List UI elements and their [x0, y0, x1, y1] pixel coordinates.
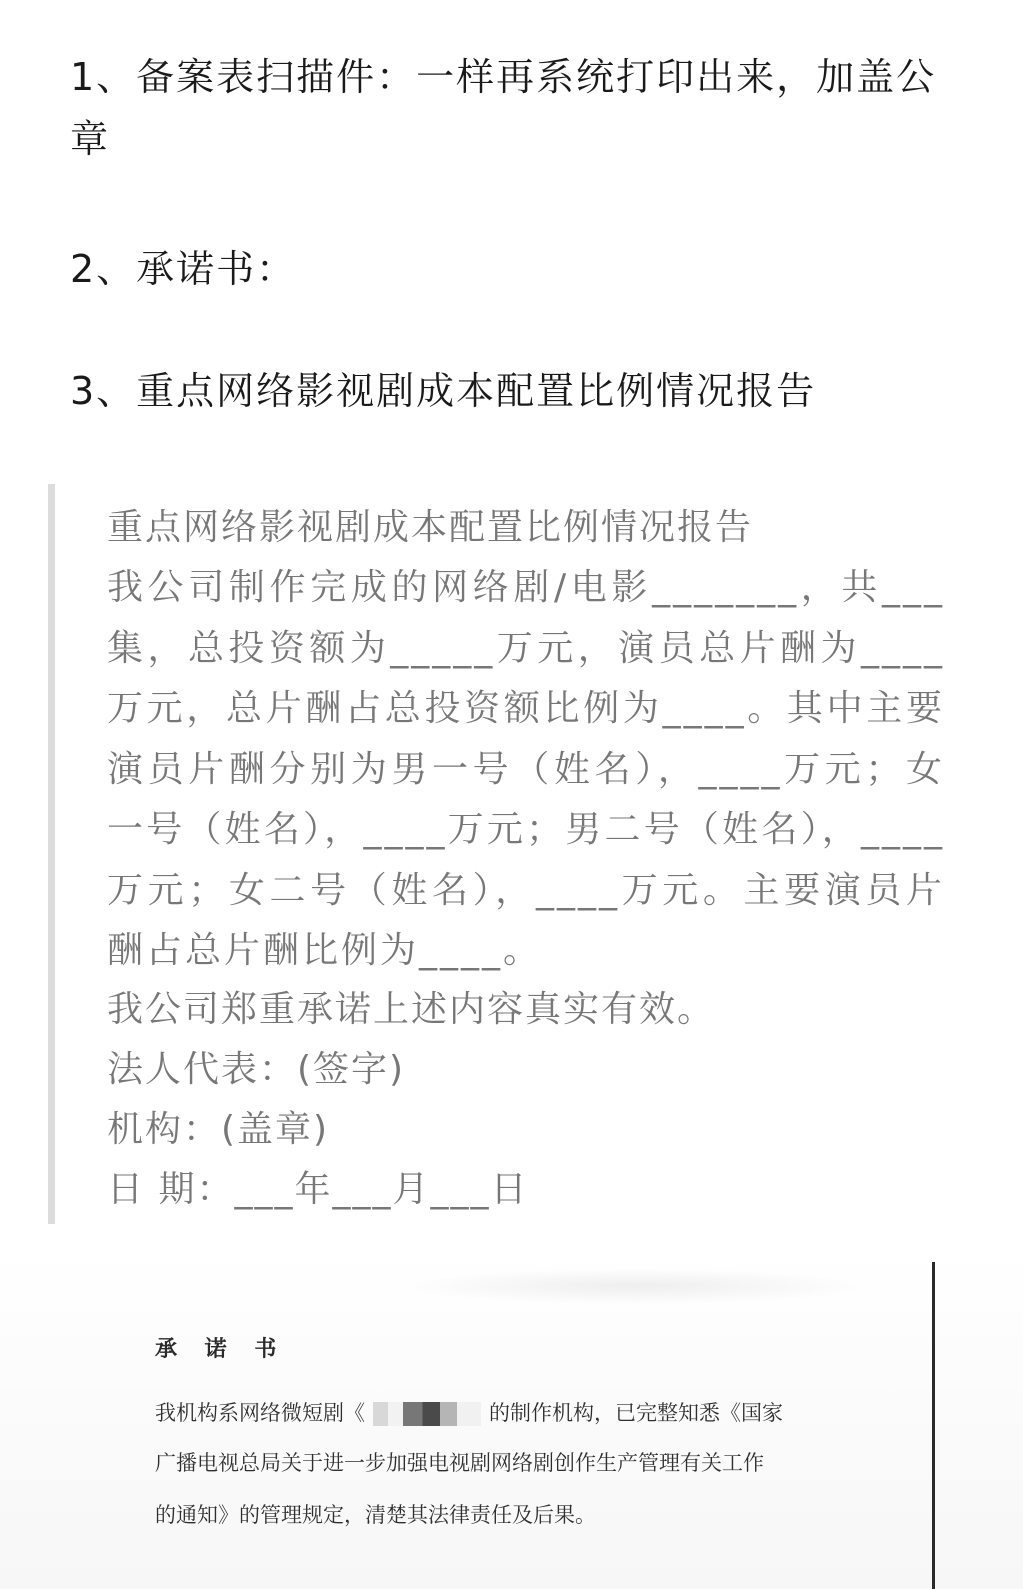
report-date: 日 期：___年___月___日	[107, 1169, 529, 1210]
redacted-title-block	[373, 1402, 481, 1426]
photo-line-1	[155, 1398, 835, 1428]
report-pledge: 我公司郑重承诺上述内容真实有效。	[107, 989, 716, 1030]
photo-title: 承 诺 书	[155, 1337, 287, 1362]
photo-line-2: 广播电视总局关于进一步加强电视剧网络剧创作生产管理有关工作	[155, 1451, 764, 1475]
list-item-3: 3、重点网络影视剧成本配置比例情况报告	[70, 369, 817, 413]
paper-edge	[932, 1262, 935, 1589]
report-legal-rep: 法人代表：(签字)	[107, 1049, 406, 1090]
report-org: 机构：(盖章)	[107, 1109, 330, 1150]
report-body: 我公司制作完成的网络剧/电影_______，共___集，总投资额为_____万元，演员总片酬为____万元，总片酬占总投资额比例为____。其中主要演员片酬分别为男一号（姓名），____万元；女一号（姓名），____万元；男二号（姓名），____万元；女二号（姓名），____万元。主要演员片酬占总片酬比例为____。	[107, 567, 945, 971]
report-quote-block	[48, 484, 955, 1224]
photo-haze	[400, 1268, 870, 1304]
report-title: 重点网络影视剧成本配置比例情况报告	[107, 507, 754, 548]
pledge-document-photo	[0, 1250, 1023, 1589]
list-item-1: 1、备案表扫描件：一样再系统打印出来，加盖公章	[70, 55, 937, 161]
list-item-2: 2、承诺书：	[70, 247, 297, 291]
photo-line-1-start: 我机构系网络微短剧《	[155, 1401, 365, 1425]
photo-line-3: 的通知》的管理规定，清楚其法律责任及后果。	[155, 1503, 596, 1527]
photo-line-1-end: 的制作机构，已完整知悉《国家	[489, 1401, 783, 1425]
